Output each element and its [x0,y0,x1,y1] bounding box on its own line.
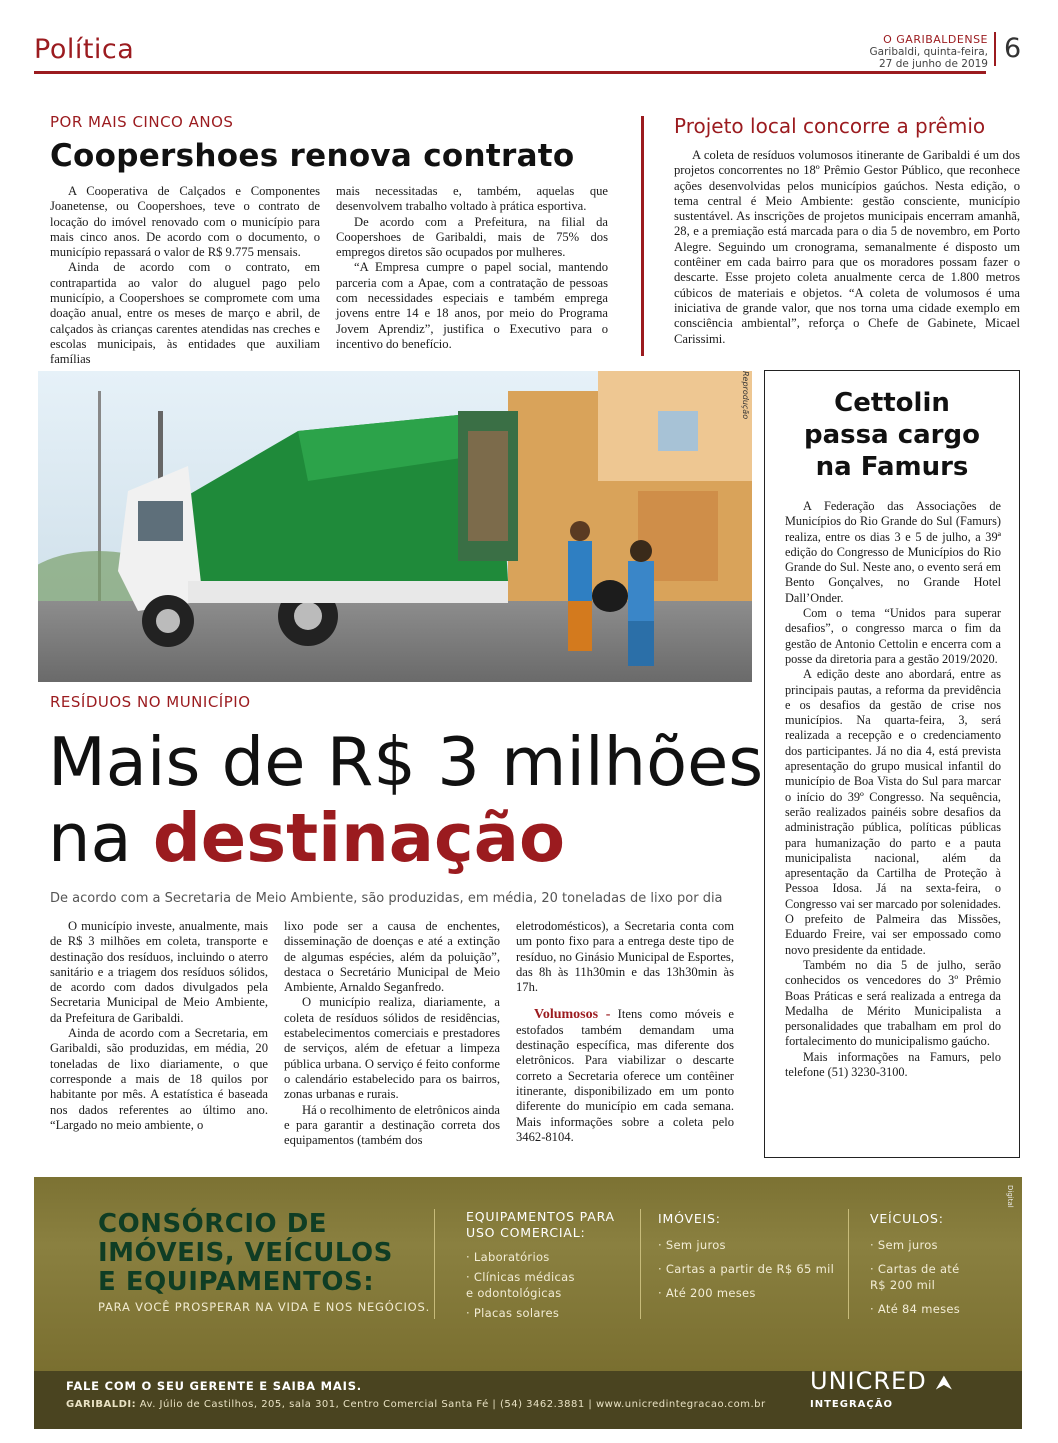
ad-tagline: PARA VOCÊ PROSPERAR NA VIDA E NOS NEGÓCIOS. [98,1300,431,1314]
page-number: 6 [994,32,1021,66]
story1-col1 [50,184,320,368]
sidebar-headline-line: Cettolin [834,388,950,418]
ad-headline-line: CONSÓRCIO DE [98,1209,328,1239]
story2-body [674,148,1020,347]
paragraph: lixo pode ser a causa de enchentes, disseminação de doenças e até a extinção de algumas espécies, além da poluição”, destaca o Secretário Municipal de Meio Ambiente, Arnaldo Seganfredo. [284,919,500,995]
unicred-logo-icon: ⮝ [935,1370,954,1394]
story3-col1 [50,919,268,1133]
ad-col-title: VEÍCULOS: [870,1211,944,1226]
garbage-truck-illustration [38,371,752,682]
story3-headline-line1: Mais de R$ 3 milhões [48,723,764,801]
ad-footer [34,1367,1022,1429]
story3-headline-plain: na [48,799,153,877]
unicred-ad [34,1177,1022,1371]
ad-footer-city: GARIBALDI: [66,1399,137,1410]
ad-col-imoveis [658,1211,838,1301]
paragraph: Há o recolhimento de eletrônicos ainda e para garantir a destinação correta dos equipamentos (também dos [284,1102,500,1148]
ad-headline-line: IMÓVEIS, VEÍCULOS [98,1238,393,1268]
subhead-volumosos: Volumosos - [534,1007,611,1023]
paragraph: De acordo com a Prefeitura, na filial da Coopershoes de Garibaldi, mais de 75% dos empregos diretos são ocupados por mulheres. [336,214,608,260]
story3-col3 [516,919,734,1145]
story3-kicker: RESÍDUOS NO MUNICÍPIO [50,693,251,711]
story3-headline-accent: destinação [152,799,565,877]
paragraph: A Cooperativa de Calçados e Componentes Joanetense, ou Coopershoes, teve o contrato de locação do imóvel renovado com o município para mais cinco anos. De acordo com o documento, o município repassará o valor de R$ 9.775 mensais. [50,184,320,260]
paragraph: “A Empresa cumpre o papel social, mantendo parceria com a Apae, com a contratação de pessoas com necessidades especiais e também emprega jovens entre 14 e 18 anos, por meio do Programa Jovem Aprendiz”, justifica o Executivo para o incentivo do benefício. [336,260,608,351]
ad-footer-address: Av. Júlio de Castilhos, 205, sala 301, Centro Comercial Santa Fé | (54) 3462.3881 | www.unicredintegracao.com.br [136,1399,766,1410]
story3-headline-line2 [48,800,763,876]
ad-item: · Até 200 meses [658,1286,756,1300]
ad-item: · Sem juros [870,1238,938,1252]
paragraph: Itens como móveis e estofados também demandam uma destinação específica, mas diferente dos eletrônicos. Para viabilizar o descarte correto a Secretaria oferece um contêiner itinerante, disponibilizado em um ponto diferente do município em cada semana. Mais informações sobre a coleta pelo 3462-8104. [516,1007,734,1144]
ad-item: · Sem juros [658,1238,726,1252]
masthead-brand: O GARIBALDENSE [883,33,988,46]
paragraph: O município investe, anualmente, mais de R$ 3 milhões em coleta, transporte e destinação dos resíduos, incluindo o aterro sanitário e a triagem dos resíduos sólidos, de acordo com dados divulgados pela Secretaria Municipal de Meio Ambiente, da Prefeitura de Garibaldi. [50,919,268,1025]
ad-item: · Clínicas médicas e odontológicas [466,1270,575,1300]
paragraph: Também no dia 5 de julho, serão conhecidos os vencedores do 3º Prêmio Boas Práticas e será realizada a entrega da Medalha de Mérito Municipalista a personalidades que trabalham em prol do fortalecimento do municipalismo gaúcho. [785,957,1001,1049]
ad-item: · Até 84 meses [870,1302,961,1316]
ad-footer-line2 [66,1399,766,1410]
sidebar-headline-line: na Famurs [815,452,969,482]
ad-col-equipamentos [466,1209,636,1321]
ad-divider [640,1209,641,1319]
garbage-truck-photo [38,371,752,682]
ad-side-credit: Digital [1006,1185,1014,1208]
paragraph: Ainda de acordo com o contrato, em contrapartida ao valor do aluguel pago pelo município, a Coopershoes se compromete com uma doação anual, entre os meses de março e abril, de calçados às crianças carentes atendidas nas creches e escolas municipais, às entidades que auxiliam famílias [50,260,320,367]
paragraph: Ainda de acordo com a Secretaria, em Garibaldi, são produzidas, em média, 20 toneladas de lixo diariamente, o que corresponde a mais de 18 quilos por habitante por mês. A estatística é baseada nos dados referentes ao último ano. “Largado no meio ambiente, o [50,1026,268,1132]
ad-col-title: IMÓVEIS: [658,1211,721,1226]
ad-headline [98,1210,393,1297]
ad-item: · Cartas a partir de R$ 65 mil [658,1262,835,1276]
paragraph: A coleta de resíduos volumosos itinerante de Garibaldi é um dos projetos concorrentes no 18º Prêmio Gestor Público, que reconhece ações desenvolvidas pelos municípios gaúchos. Nesta edição, o tema central é Meio Ambiente: gestão consciente, município sustentável. As inscrições de projetos municipais encerram amanhã, 28, e a premiação está marcada para o dia 5 de novembro, em Porto Alegre. Seguindo um cronograma, semanalmente é disposto um contêiner em cada bairro para que os moradores possam fazer o descarte. Esse projeto coleta anualmente cerca de 1.800 metros cúbicos de materiais e objetos. “A coleta de volumosos é uma iniciativa de grande valor, que nos torna uma cidade exemplo em consciência ambiental”, reforça o Chefe de Gabinete, Micael Carissimi. [674,148,1020,346]
unicred-logo: UNICRED ⮝ [810,1367,954,1395]
masthead-date-1: Garibaldi, quinta-feira, [869,46,988,58]
ad-divider [848,1209,849,1319]
ad-item: · Laboratórios [466,1250,550,1264]
paragraph: Mais informações na Famurs, pelo telefone (51) 3230-3100. [785,1049,1001,1079]
story1-col2 [336,184,608,352]
column-divider [641,116,644,356]
story3-col2 [284,919,500,1148]
masthead-date-2: 27 de junho de 2019 [879,58,988,70]
photo-credit: Reprodução [741,371,750,420]
sidebar-body [785,499,1001,1080]
paragraph: eletrodomésticos), a Secretaria conta com um ponto fixo para a entrega deste tipo de resíduo, no Ginásio Municipal de Esportes, das 8h às 11h30min e das 13h30min às 17h. [516,919,734,995]
story1-kicker: POR MAIS CINCO ANOS [50,113,234,131]
sidebar-box [764,370,1020,1158]
section-title: Política [34,34,135,65]
masthead [870,34,988,70]
paragraph: A Federação das Associações de Municípios do Rio Grande do Sul (Famurs) realiza, entre os dias 3 e 5 de julho, a 39ª edição do Congresso de Municípios do Rio Grande do Sul. Neste ano, o evento será em Bento Gonçalves, no Grande Hotel Dall’Onder. [785,499,1001,605]
ad-divider [434,1209,435,1319]
ad-col-title: EQUIPAMENTOS PARA USO COMERCIAL: [466,1209,615,1240]
paragraph: Com o tema “Unidos para superar desafios”, o congresso marca o fim da gestão de Antonio Cettolin e encerra com a posse da diretoria para a gestão 2019/2020. [785,606,1001,666]
paragraph: O município realiza, diariamente, a coleta de resíduos sólidos de residências, estabelecimentos comerciais e prestadores de serviços, além de efetuar a limpeza pública urbana. O serviço é feito conforme o calendário estabelecido para os bairros, zonas urbanas e rurais. [284,995,500,1102]
ad-col-veiculos [870,1211,1000,1317]
paragraph: mais necessitadas e, também, aquelas que desenvolvem trabalho voltado à prática esportiva. [336,184,608,214]
story3-headline [48,724,763,876]
ad-item: · Placas solares [466,1306,560,1320]
unicred-logo-sub: INTEGRAÇÃO [810,1399,893,1410]
ad-headline-line: E EQUIPAMENTOS: [98,1267,375,1297]
paragraph: A edição deste ano abordará, entre as principais pautas, a reforma da previdência e os desafios da gestão de crise nos municípios. Na quarta-feira, 3, será realizada a recepção e o credenciamento dos participantes. Já no dia 4, está prevista apresentação do grupo musical infantil do município de Boa Vista do Sul para marcar o início do 39º Congresso. Na sequência, serão realizados painéis sobre desafios da administração pública, políticas públicas para humanização do parto e a pauta municipalista nacional, além da apresentação da Cartilha de Proteção à Pessoa Idosa. Já na sexta-feira, o Congresso vai ser marcado por solenidades. O prefeito de Palmeira das Missões, Eduardo Freire, vai ser empossado como novo presidente da entidade. [785,667,1001,957]
sidebar-headline [765,387,1019,483]
story1-headline: Coopershoes renova contrato [50,138,575,174]
ad-footer-line1: FALE COM O SEU GERENTE E SAIBA MAIS. [66,1379,362,1393]
section-rule [34,71,986,74]
story3-deck: De acordo com a Secretaria de Meio Ambiente, são produzidas, em média, 20 toneladas de lixo por dia [50,891,723,906]
story2-headline: Projeto local concorre a prêmio [674,114,986,138]
ad-item: · Cartas de até R$ 200 mil [870,1262,960,1292]
sidebar-headline-line: passa cargo [804,420,980,450]
